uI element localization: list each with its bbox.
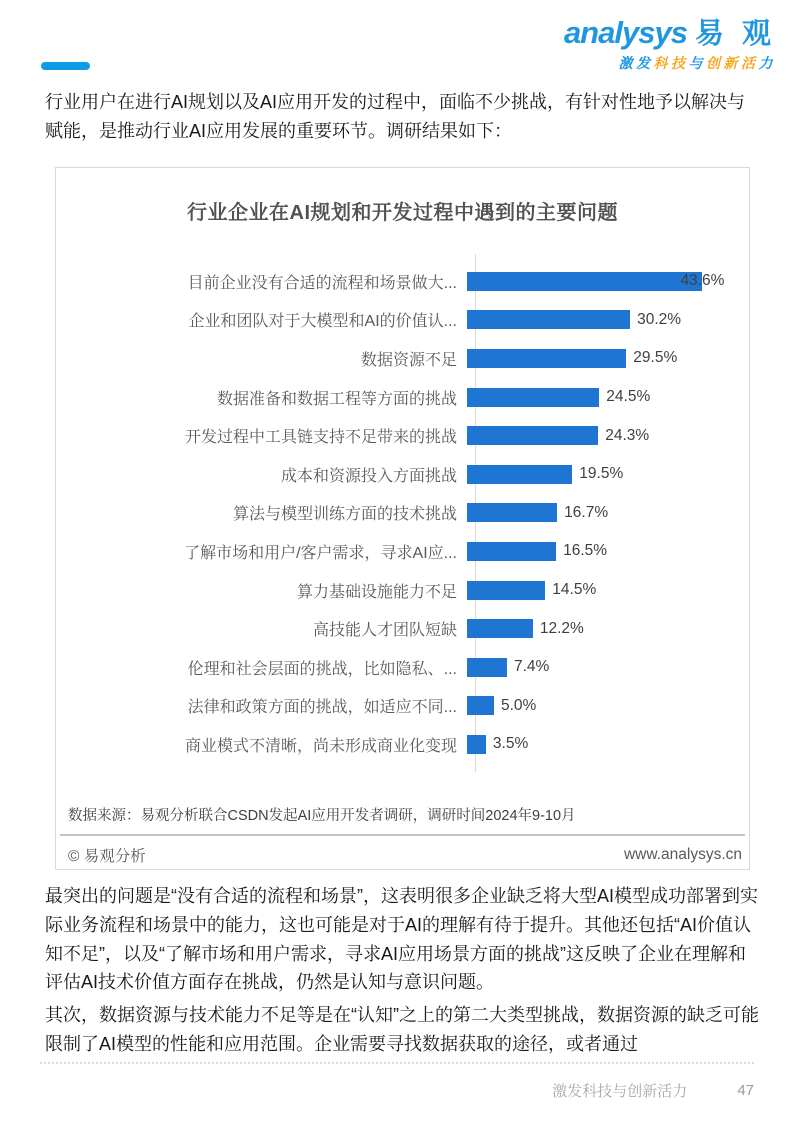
logo-chinese: 易 观 xyxy=(694,18,776,50)
analysis-paragraph-2: 其次，数据资源与技术能力不足等是在“认知”之上的第二大类型挑战，数据资源的缺乏可能限制了AI模型的性能和应用范围。企业需要寻找数据获取的途径，或者通过 xyxy=(45,1005,759,1054)
bar-value-label: 43.6% xyxy=(680,272,725,290)
chart-source-note: 数据来源：易观分析联合CSDN发起AI应用开发者调研，调研时间2024年9-10月 xyxy=(68,808,576,824)
bar-plot-area xyxy=(467,609,737,648)
bar-plot-area xyxy=(467,378,737,417)
chart-card xyxy=(55,167,750,870)
page-footer xyxy=(40,1062,754,1101)
bar-value-label: 3.5% xyxy=(492,735,529,753)
website-link[interactable]: www.analysys.cn xyxy=(623,846,742,863)
bar xyxy=(467,349,626,368)
chart-row xyxy=(56,301,749,340)
bar-plot-area xyxy=(467,494,737,533)
bar-category-label: 算法与模型训练方面的技术挑战 xyxy=(232,506,457,524)
bar-value-label: 7.4% xyxy=(513,658,550,676)
bar-category-label: 数据准备和数据工程等方面的挑战 xyxy=(216,390,457,408)
bar-plot-area xyxy=(467,339,737,378)
bar-plot-area xyxy=(467,571,737,610)
intro-paragraph: 行业用户在进行AI规划以及AI应用开发的过程中，面临不少挑战，有针对性地予以解决与赋能，是推动行业AI应用发展的重要环节。调研结果如下： xyxy=(45,92,746,142)
bar-value-label: 30.2% xyxy=(637,310,682,328)
tagline-segment: 创新 xyxy=(706,54,741,71)
bar-category-label: 企业和团队对于大模型和AI的价值认... xyxy=(188,313,457,331)
bar-plot-area xyxy=(467,725,737,764)
bar-category-label: 数据资源不足 xyxy=(360,351,457,369)
bar-category-label: 法律和政策方面的挑战，如适应不同... xyxy=(187,699,457,717)
chart-row xyxy=(56,725,749,764)
bar xyxy=(467,426,598,445)
bar xyxy=(467,542,556,561)
chart-row xyxy=(56,339,749,378)
bar-category-label: 开发过程中工具链支持不足带来的挑战 xyxy=(184,429,457,447)
bar-value-label: 16.5% xyxy=(563,542,608,560)
bar-value-label: 24.3% xyxy=(605,426,650,444)
bar-value-label: 5.0% xyxy=(501,696,537,714)
bar-plot-area xyxy=(467,262,737,301)
bar-value-label: 24.5% xyxy=(606,388,651,406)
bar-plot-area xyxy=(467,648,737,687)
bar-category-label: 目前企业没有合适的流程和场景做大... xyxy=(187,274,457,292)
bar-plot-area xyxy=(467,301,737,340)
bar xyxy=(467,658,507,677)
chart-row xyxy=(56,378,749,417)
footer-tagline: 激发科技与创新活力 xyxy=(552,1083,688,1100)
tagline-segment: 激发 xyxy=(618,54,654,71)
tagline-segment: 与 xyxy=(688,54,706,71)
copyright-label: © 易观分析 xyxy=(68,848,146,865)
tagline-segment: 活 xyxy=(741,54,759,71)
analysis-paragraph-1: 最突出的问题是“没有合适的流程和场景”，这表明很多企业缺乏将大型AI模型成功部署到实际业务流程和场景中的能力，这也可能是对于AI的理解有待于提升。其他还包括“AI价值认知不足”，以及“了解市场和用户需求，寻求AI应用场景方面的挑战”这反映了企业在理解和评估AI技术价值方面存在挑战，仍然是认知与意识问题。 xyxy=(45,886,758,993)
chart-row xyxy=(56,609,749,648)
bar xyxy=(467,735,486,754)
bar xyxy=(467,696,494,715)
bar xyxy=(467,272,702,291)
chart-row xyxy=(56,571,749,610)
logo-tagline xyxy=(564,56,776,71)
bar-value-label: 12.2% xyxy=(539,619,584,637)
chart-title: 行业企业在AI规划和开发过程中遇到的主要问题 xyxy=(187,202,618,224)
bar-category-label: 算力基础设施能力不足 xyxy=(296,583,457,601)
chart-row xyxy=(56,494,749,533)
bar-category-label: 了解市场和用户/客户需求，寻求AI应... xyxy=(184,544,457,562)
bar xyxy=(467,619,533,638)
tagline-segment: 力 xyxy=(758,54,776,71)
bar-value-label: 29.5% xyxy=(633,349,678,367)
bar-plot-area xyxy=(467,455,737,494)
chart-row xyxy=(56,416,749,455)
page-number: 47 xyxy=(737,1082,754,1099)
bar-category-label: 成本和资源投入方面挑战 xyxy=(280,467,457,485)
bar xyxy=(467,310,630,329)
bar-value-label: 19.5% xyxy=(579,465,624,483)
bar-category-label: 商业模式不清晰，尚未形成商业化变现 xyxy=(184,737,457,755)
chart-row xyxy=(56,532,749,571)
bar-value-label: 14.5% xyxy=(552,581,597,599)
chart-row xyxy=(56,648,749,687)
bar-plot-area xyxy=(467,532,737,571)
chart-row xyxy=(56,262,749,301)
chart-row xyxy=(56,455,749,494)
chart-row xyxy=(56,687,749,726)
analysis-paragraphs xyxy=(45,882,761,1059)
bar-category-label: 伦理和社会层面的挑战，比如隐私、... xyxy=(187,660,457,678)
bar-value-label: 16.7% xyxy=(564,503,609,521)
logo-wordmark: analysys xyxy=(563,15,687,50)
accent-dash xyxy=(41,62,90,70)
bar xyxy=(467,388,599,407)
bar-plot-area xyxy=(467,416,737,455)
bar xyxy=(467,503,557,522)
bar-plot-area xyxy=(467,687,737,726)
chart-rows xyxy=(56,262,749,764)
card-divider xyxy=(60,834,745,836)
tagline-segment: 科技 xyxy=(653,54,689,71)
analysys-logo xyxy=(564,16,776,71)
bar-category-label: 高技能人才团队短缺 xyxy=(312,622,457,640)
bar xyxy=(467,581,545,600)
bar xyxy=(467,465,572,484)
